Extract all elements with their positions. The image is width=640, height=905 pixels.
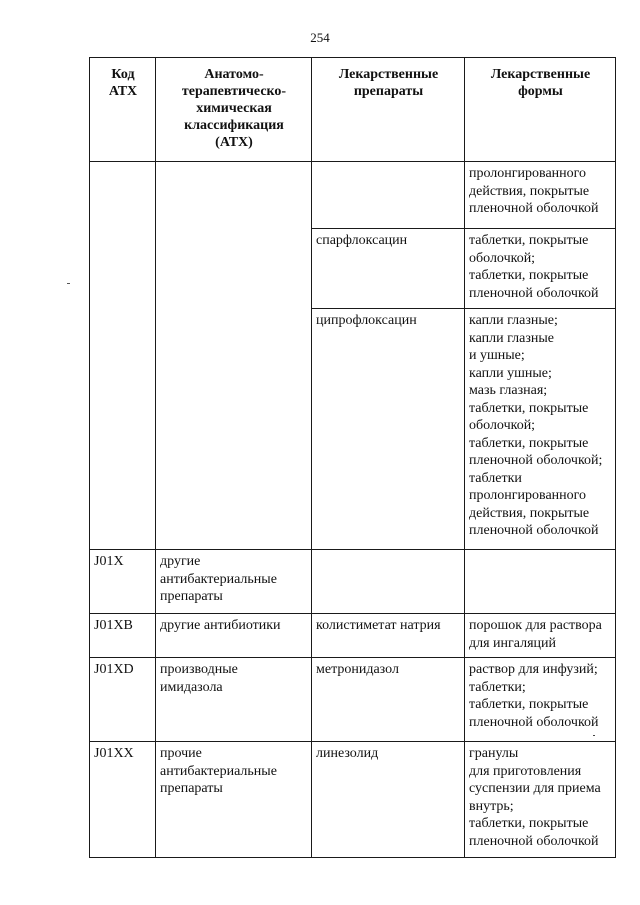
classification-cell: прочие антибактериальные препараты bbox=[156, 742, 312, 858]
header-drugs: Лекарственные препараты bbox=[312, 58, 465, 162]
atx-table bbox=[89, 57, 616, 858]
code-cell bbox=[90, 162, 156, 550]
drug-cell: линезолид bbox=[312, 742, 465, 858]
drug-cell: колистиметат натрия bbox=[312, 614, 465, 658]
header-forms: Лекарственные формы bbox=[465, 58, 616, 162]
forms-cell: таблетки, покрытые оболочкой; таблетки, покрытые пленочной оболочкой bbox=[465, 229, 616, 309]
code-cell: J01XB bbox=[90, 614, 156, 658]
forms-cell: порошок для раствора для ингаляций bbox=[465, 614, 616, 658]
classification-cell bbox=[156, 162, 312, 550]
table-row bbox=[90, 742, 616, 858]
code-cell: J01XD bbox=[90, 658, 156, 742]
classification-cell: другие антибактериальные препараты bbox=[156, 550, 312, 614]
page-number: 254 bbox=[310, 30, 330, 45]
table-row bbox=[90, 614, 616, 658]
drug-cell bbox=[312, 162, 465, 229]
table-row bbox=[90, 162, 616, 229]
header-code: Код АТХ bbox=[90, 58, 156, 162]
drug-cell: спарфлоксацин bbox=[312, 229, 465, 309]
table-row bbox=[90, 658, 616, 742]
code-cell: J01XX bbox=[90, 742, 156, 858]
table-body bbox=[90, 162, 616, 858]
classification-cell: другие антибиотики bbox=[156, 614, 312, 658]
forms-cell: пролонгированного действия, покрытые пленочной оболочкой bbox=[465, 162, 616, 229]
table-row bbox=[90, 550, 616, 614]
header-row bbox=[90, 58, 616, 162]
table-header bbox=[90, 58, 616, 162]
header-classification: Анатомо- терапевтическо- химическая классификация (АТХ) bbox=[156, 58, 312, 162]
code-cell: J01X bbox=[90, 550, 156, 614]
drug-cell: метронидазол bbox=[312, 658, 465, 742]
drug-cell: ципрофлоксацин bbox=[312, 309, 465, 550]
forms-cell: гранулы для приготовления суспензии для приема внутрь; таблетки, покрытые пленочной оболочкой bbox=[465, 742, 616, 858]
classification-cell: производные имидазола bbox=[156, 658, 312, 742]
forms-cell bbox=[465, 550, 616, 614]
forms-cell: капли глазные; капли глазные и ушные; капли ушные; мазь глазная; таблетки, покрытые оболочкой; таблетки, покрытые пленочной оболочкой; таблетки пролонгированного действия, покрытые пленочной оболочкой bbox=[465, 309, 616, 550]
drug-cell bbox=[312, 550, 465, 614]
forms-cell: раствор для инфузий; таблетки; таблетки, покрытые пленочной оболочкой bbox=[465, 658, 616, 742]
margin-mark bbox=[67, 283, 70, 284]
